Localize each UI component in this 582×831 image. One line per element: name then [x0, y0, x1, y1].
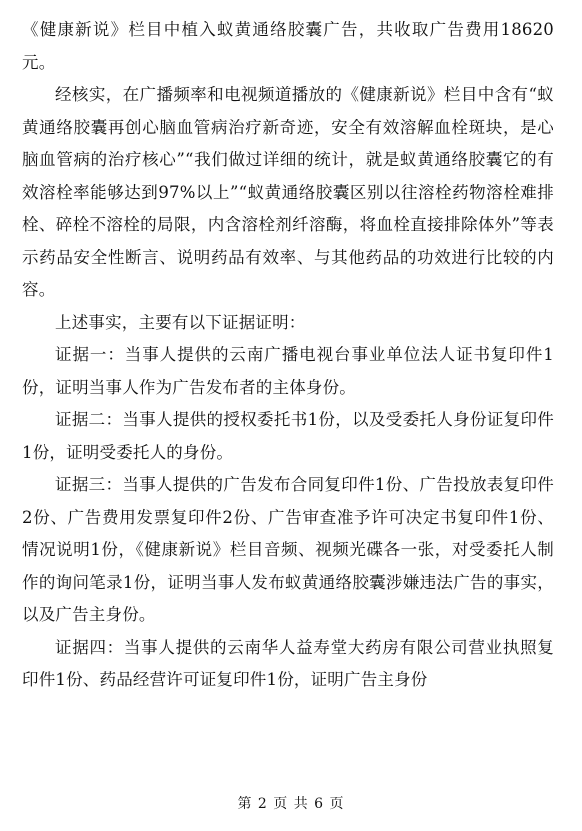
- paragraph-evidence-4: 证据四：当事人提供的云南华人益寿堂大药房有限公司营业执照复印件1份、药品经营许可证复印件1份，证明广告主身份: [22, 637, 554, 689]
- paragraph-evidence-intro: 上述事实，主要有以下证据证明：: [55, 312, 306, 332]
- page-number-footer: 第 2 页 共 6 页: [237, 796, 345, 812]
- paragraph-evidence-2: 证据二：当事人提供的授权委托书1份，以及受委托人身份证复印件1份，证明受委托人的身份。: [22, 410, 554, 462]
- paragraph-verification: 经核实，在广播频率和电视频道播放的《健康新说》栏目中含有“蚁黄通络胶囊再创心脑血管病治疗新奇迹，安全有效溶解血栓斑块，是心脑血管病的治疗核心”“我们做过详细的统计，就是蚁黄通络胶囊它的有效溶栓率能够达到97%以上”“蚁黄通络胶囊区别以往溶栓药物溶栓难排栓、碎栓不溶栓的局限，内含溶栓剂纤溶酶，将血栓直接排除体外”等表示药品安全性断言、说明药品有效率、与其他药品的功效进行比较的内容。: [22, 85, 554, 299]
- paragraph-evidence-1: 证据一：当事人提供的云南广播电视台事业单位法人证书复印件1份，证明当事人作为广告发布者的主体身份。: [22, 345, 554, 397]
- paragraph-ad-fee: 《健康新说》栏目中植入蚁黄通络胶囊广告，共收取广告费用18620元。: [22, 20, 554, 72]
- paragraph-evidence-3: 证据三：当事人提供的广告发布合同复印件1份、广告投放表复印件2份、广告费用发票复印件2份、广告审查准予许可决定书复印件1份、情况说明1份，《健康新说》栏目音频、视频光碟各一张，对受委托人制作的询问笔录1份，证明当事人发布蚁黄通络胶囊涉嫌违法广告的事实，以及广告主身份。: [22, 475, 554, 624]
